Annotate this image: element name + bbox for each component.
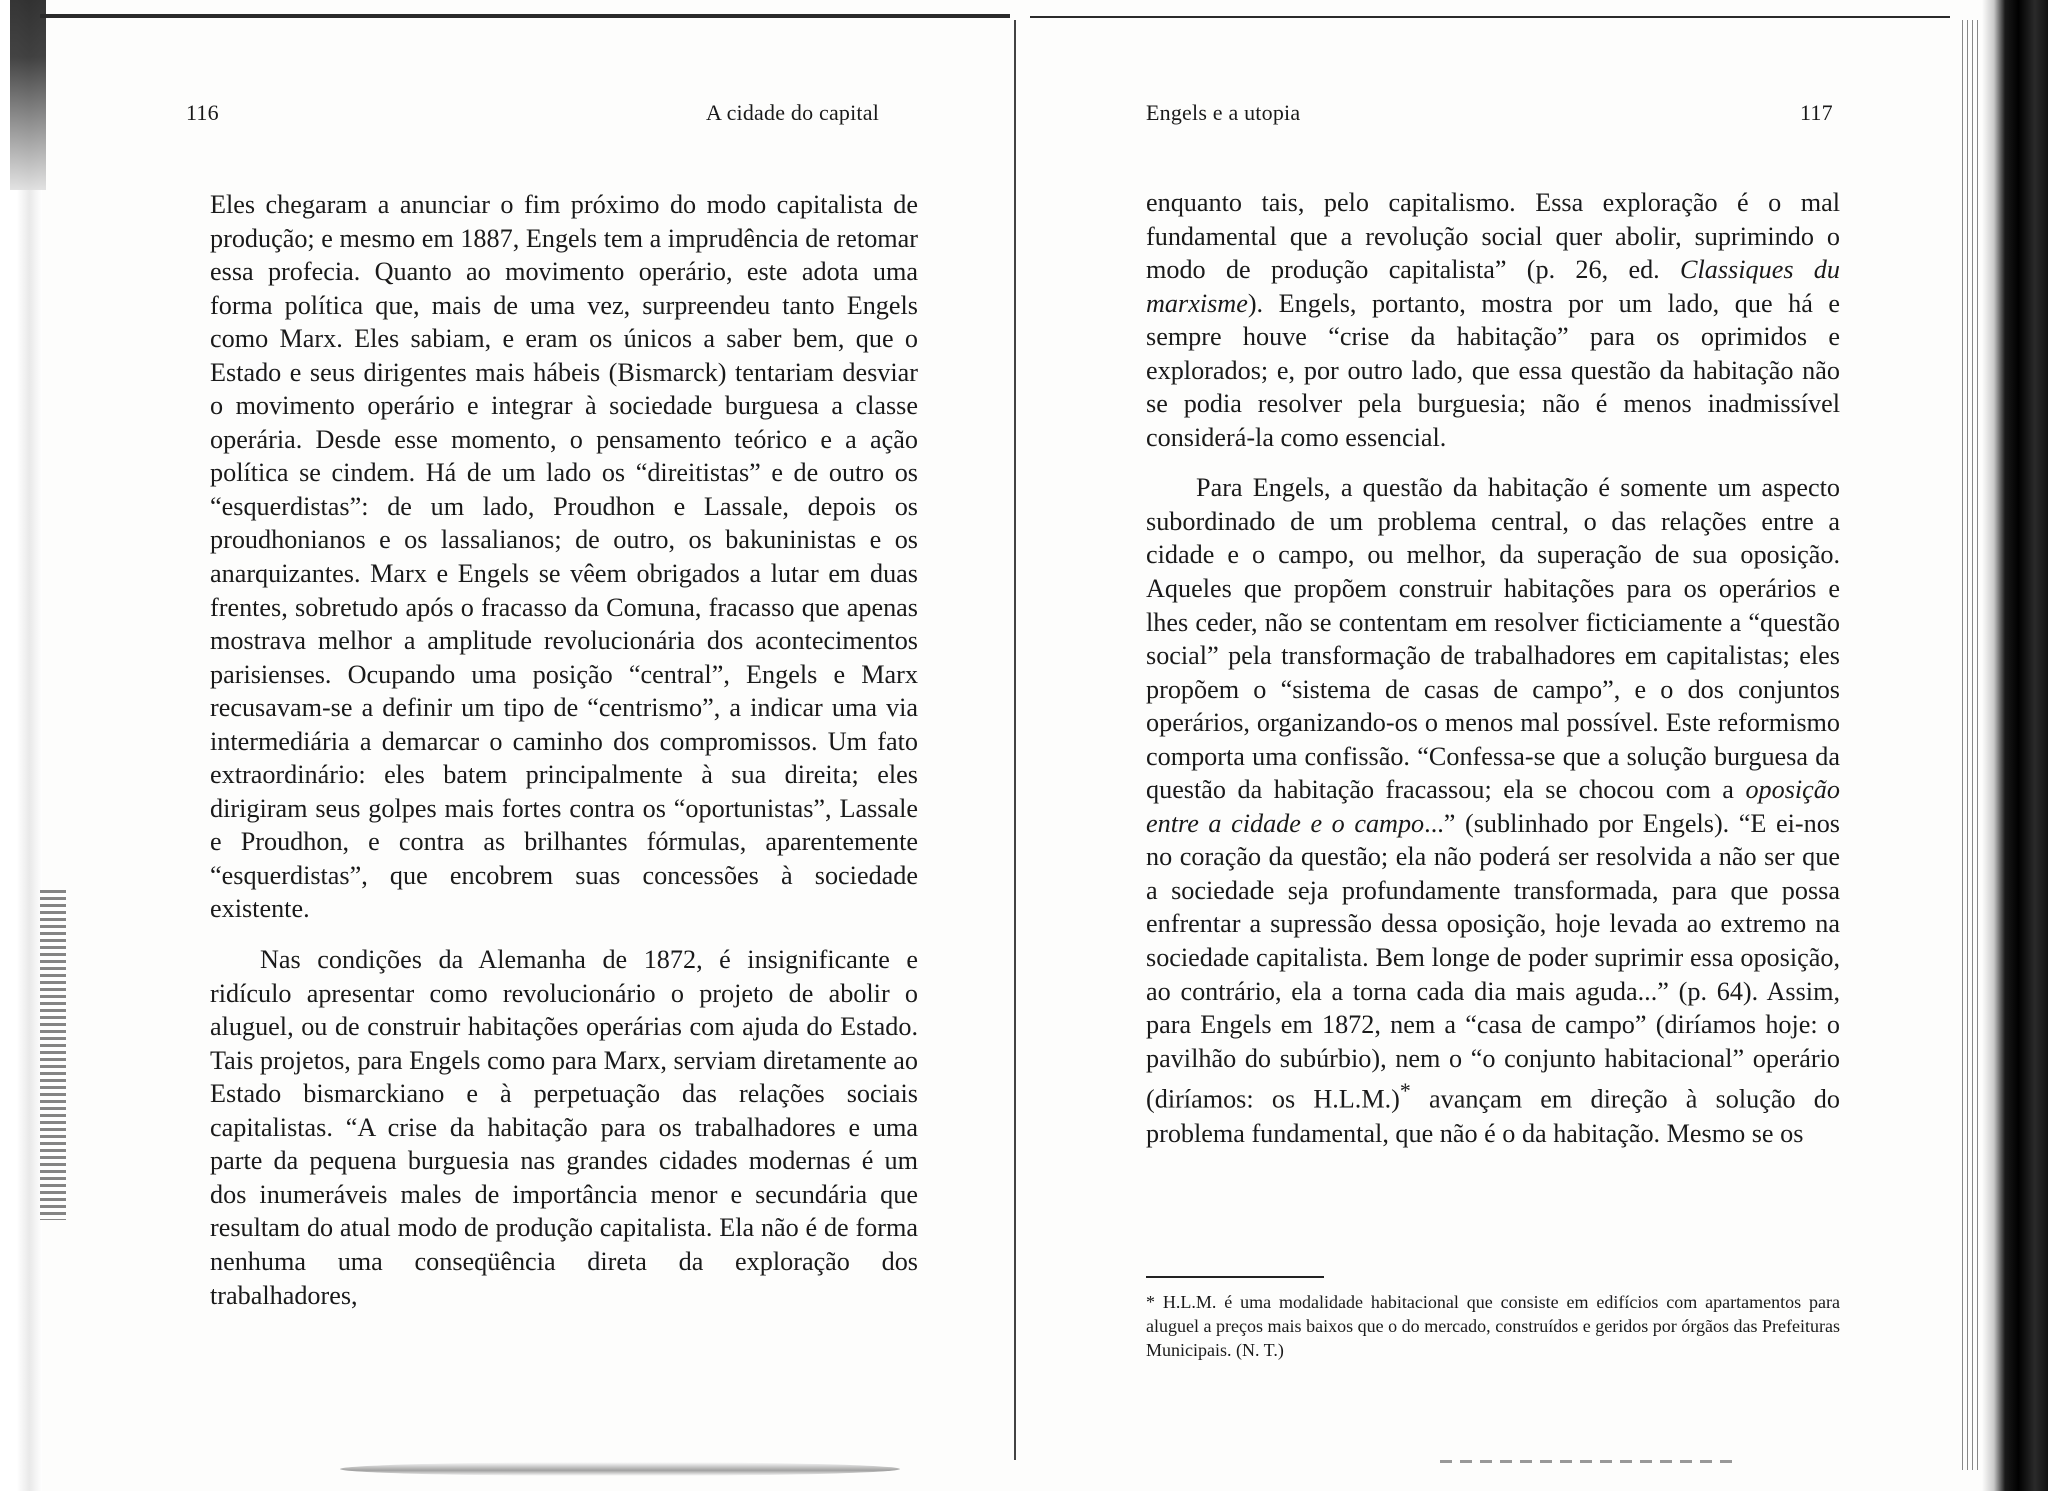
left-paragraph-1: Eles chegaram a anunciar o fim próximo do modo capitalista de produção; e mesmo em 1887, Engels tem a imprudência de retomar essa profecia. Quanto ao movimento operário, este adota uma forma política que, mais de uma vez, surpreendeu tanto Engels como Marx. Eles sabiam, e eram os únicos a saber bem, que o Estado e seus dirigentes mais hábeis (Bismarck) tentariam desviar o movimento operário e integrar à sociedade burguesa a classe operária. Desde esse momento, o pensamento teórico e a ação política se cindem. Há de um lado os “direitistas” e de outro os “esquerdistas”: de um lado, Proudhon e Lassale, depois os proudhonianos e os lassalianos; de outro, os bakuninistas e os anarquizantes. Marx e Engels se vêem obrigados a lutar em duas frentes, sobretudo após o fracasso da Comuna, fracasso que apenas mostrava melhor a amplitude revolucionária dos acontecimentos parisienses. Ocupando uma posição “central”, Engels e Marx recusavam-se a definir um tipo de “centrismo”, a indicar uma via intermediária a demarcar o caminho dos compromissos. Um fato extraordinário: eles batem principalmente à sua direita; eles dirigiram seus golpes mais fortes contra os “oportunistas”, Lassale e Proudhon, e contra as brilhantes fórmulas, aparentemente “esquerdistas”, que encobrem suas concessões à sociedade existente.	[210, 190, 918, 924]
scan-top-edge-right	[1030, 16, 1950, 18]
scan-bottom-dashes	[1440, 1460, 1740, 1463]
page-gutter	[1014, 20, 1016, 1460]
right-paragraph-2: Para Engels, a questão da habitação é somente um aspecto subordinado de um problema central, o das relações entre a cidade e o campo, ou melhor, da superação de sua oposição. Aqueles que propõem construir habitações para os operários e lhes ceder, não se contentam em resolver ficticiamente a “questão social” pela transformação de trabalhadores em capitalistas; eles propõem o “sistema de casas de campo”, e o dos conjuntos operários, organizando-os o menos mal possível. Este reformismo comporta uma confissão. “Confessa-se que a solução burguesa da questão da habitação fracassou; ela se chocou com a oposição entre a cidade e o campo...” (sublinhado por Engels). “E ei-nos no coração da questão; ela não poderá ser resolvida a não ser que a sociedade seja profundamente transformada, para que possa enfrentar a supressão dessa oposição, hoje levada ao extremo na sociedade capitalista. Bem longe de poder suprimir essa oposição, ao contrário, ela a torna cada dia mais aguda...” (p. 64). Assim, para Engels em 1872, nem a “casa de campo” (diríamos hoje: o pavilhão do subúrbio), nem o “o conjunto habitacional” operário (diríamos: os H.L.M.)* avançam em direção à solução do problema fundamental, que não é o da habitação. Mesmo se os	[1146, 473, 1840, 1148]
scan-right-page-edges	[1958, 20, 1982, 1470]
left-running-title: A cidade do capital	[706, 100, 880, 125]
scan-bottom-smudge	[340, 1462, 900, 1476]
footnote: * H.L.M. é uma modalidade habitacional que consiste em edifícios com apartamentos para aluguel a preços mais baixos que o do mercado, construídos e geridos por órgãos das Prefeituras Municipais. (N. T.)	[1146, 1292, 1840, 1360]
right-page-number: 117	[1800, 100, 1833, 125]
left-paragraph-2: Nas condições da Alemanha de 1872, é insignificante e ridículo apresentar como revolucionário o projeto de abolir o aluguel, ou de construir habitações operárias com ajuda do Estado. Tais projetos, para Engels como para Marx, serviam diretamente ao Estado bismarckiano e à perpetuação das relações sociais capitalistas. “A crise da habitação para os trabalhadores e uma parte da pequena burguesia nas grandes cidades modernas é um dos inumeráveis males de importância menor e secundária que resultam do atual modo de produção capitalista. Ela não é de forma nenhuma uma conseqüência direta da exploração dos trabalhadores,	[210, 945, 918, 1310]
scan-left-margin-marks	[40, 890, 66, 1220]
right-paragraph-1: enquanto tais, pelo capitalismo. Essa exploração é o mal fundamental que a revolução social quer abolir, suprimindo o modo de produção capitalista” (p. 26, ed. Classiques du marxisme). Engels, portanto, mostra por um lado, que há e sempre houve “crise da habitação” para os oprimidos e explorados; e, por outro lado, que essa questão da habitação não se podia resolver pela burguesia; não é menos inadmissível considerá-la como essencial.	[1146, 188, 1840, 452]
emphasis-oposicao: oposição entre a cidade e o campo	[1146, 775, 1840, 838]
scan-left-mark	[10, 0, 46, 190]
left-page-text	[210, 188, 918, 1312]
right-page-text	[1146, 186, 1840, 1150]
emphasis-classiques: Classiques du marxisme	[1146, 255, 1840, 318]
footnote-rule	[1146, 1276, 1324, 1278]
right-running-title: Engels e a utopia	[1146, 100, 1301, 125]
scan-left-edge	[0, 0, 42, 1491]
left-page-number: 116	[186, 100, 219, 125]
scan-top-edge-left	[40, 14, 1010, 18]
footnote-marker: *	[1399, 1079, 1411, 1104]
scan-right-edge	[1982, 0, 2048, 1491]
